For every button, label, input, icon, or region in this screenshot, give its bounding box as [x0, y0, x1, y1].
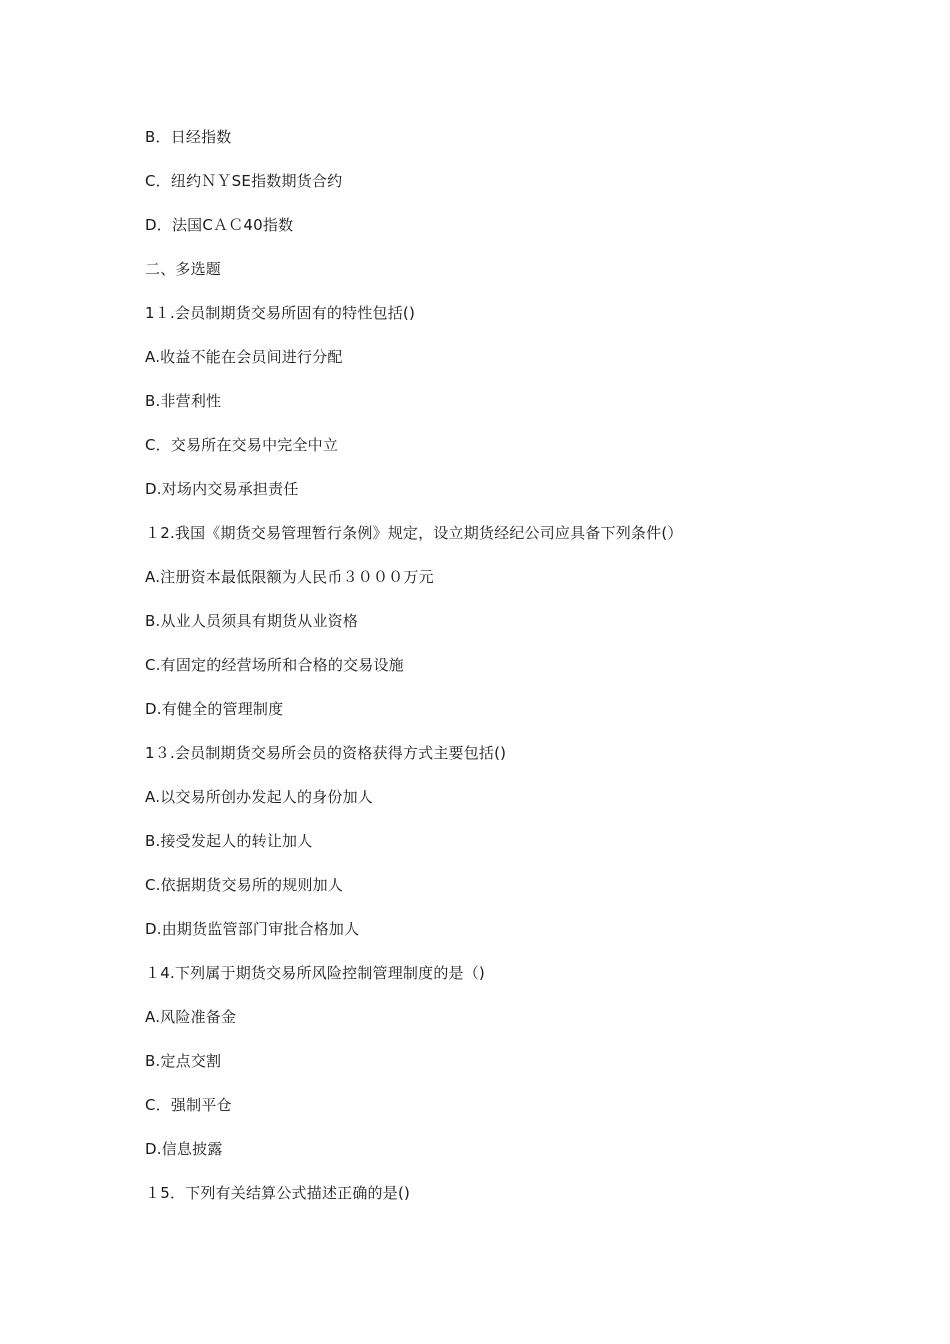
text-line: B.从业人员须具有期货从业资格	[145, 612, 359, 630]
question-14: １4.下列属于期货交易所风险控制管理制度的是（)	[145, 964, 485, 982]
text-line: D.由期货监管部门审批合格加人	[145, 920, 360, 938]
question-list	[145, 125, 845, 1225]
text-line: A.收益不能在会员间进行分配	[145, 348, 343, 366]
text-line: D．法国CＡＣ40指数	[145, 216, 294, 234]
text-line: C．纽约ＮＹSE指数期货合约	[145, 172, 343, 190]
text-line: B.定点交割	[145, 1052, 222, 1070]
question-13: 1３.会员制期货交易所会员的资格获得方式主要包括()	[145, 744, 507, 762]
text-line: B．日经指数	[145, 128, 232, 146]
text-line: C.依据期货交易所的规则加人	[145, 876, 344, 894]
section-heading: 二、多选题	[145, 260, 222, 278]
text-line: C．交易所在交易中完全中立	[145, 436, 339, 454]
text-line: A.以交易所创办发起人的身份加人	[145, 788, 373, 806]
question-12: １2.我国《期货交易管理暂行条例》规定，设立期货经纪公司应具备下列条件(）	[145, 524, 683, 542]
text-line: D.信息披露	[145, 1140, 223, 1158]
text-line: C.有固定的经营场所和合格的交易设施	[145, 656, 404, 674]
text-line: A.注册资本最低限额为人民币３０００万元	[145, 568, 434, 586]
text-line: D.对场内交易承担责任	[145, 480, 299, 498]
question-11: 1１.会员制期货交易所固有的特性包括()	[145, 304, 416, 322]
text-line: D.有健全的管理制度	[145, 700, 284, 718]
text-line: C．强制平仓	[145, 1096, 232, 1114]
text-line: B.接受发起人的转让加人	[145, 832, 313, 850]
question-15: １5．下列有关结算公式描述正确的是()	[145, 1184, 411, 1202]
text-line: B.非营利性	[145, 392, 222, 410]
text-line: A.风险准备金	[145, 1008, 237, 1026]
